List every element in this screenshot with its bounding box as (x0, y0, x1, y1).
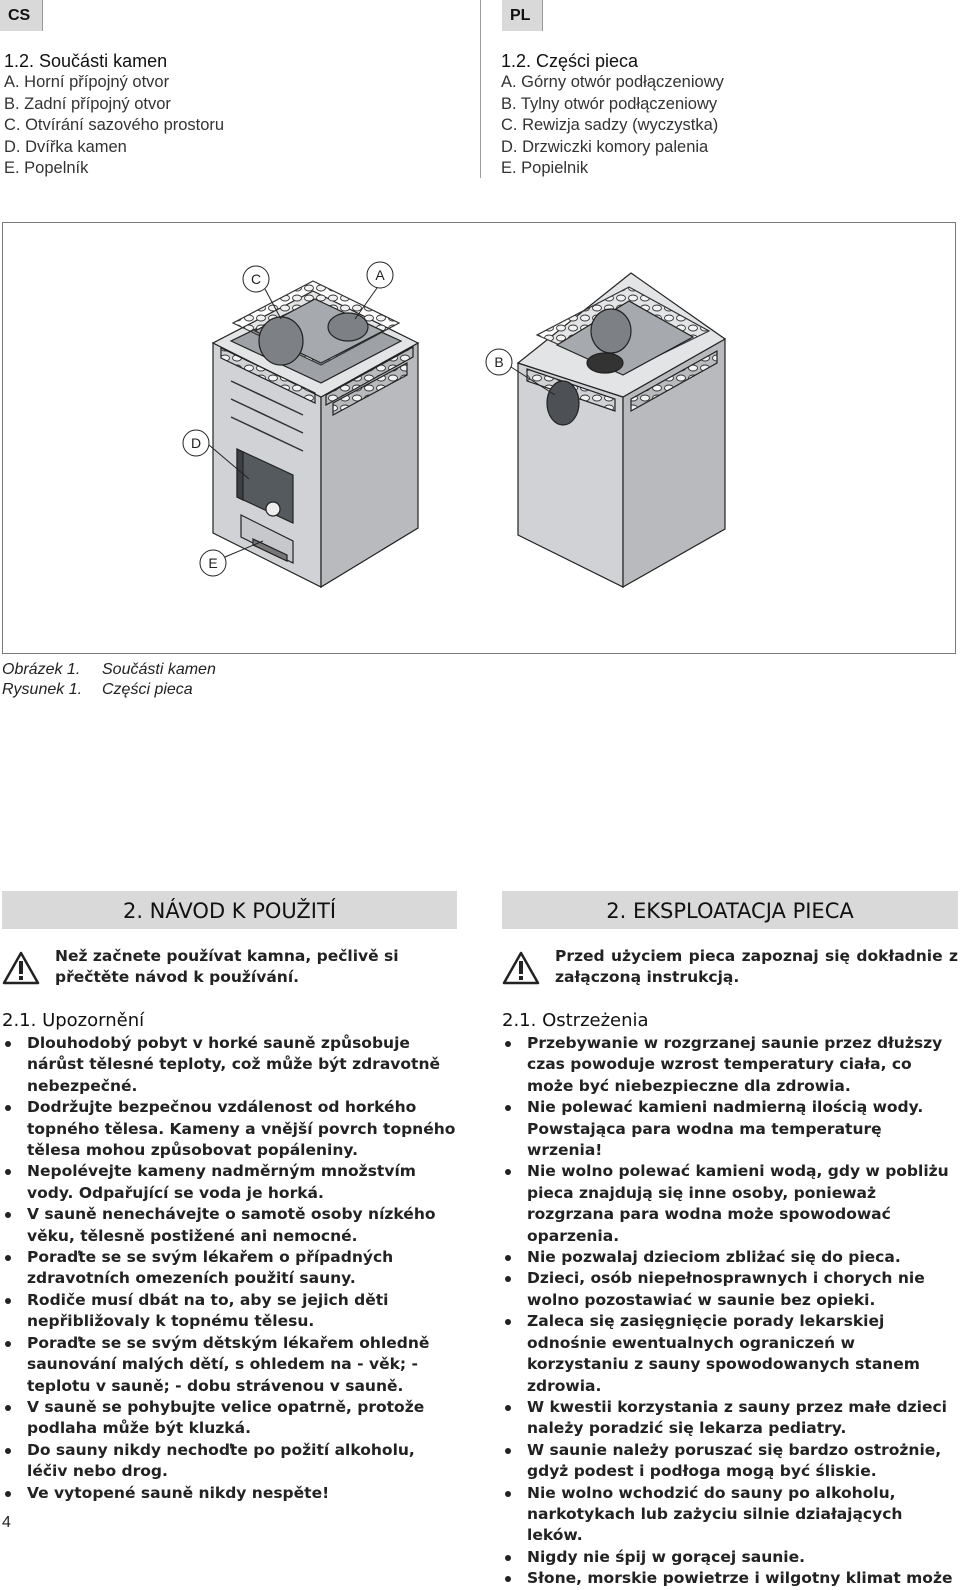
caption-text: Części pieca (102, 681, 193, 698)
parts-title-pl: 1.2. Części pieca (501, 51, 639, 71)
list-item: C. Otvírání sazového prostoru (4, 116, 225, 134)
list-item: D. Drzwiczki komory palenia (501, 137, 709, 156)
label-b-text: B (494, 354, 504, 370)
list-item: Ve vytopené sauně nikdy nespěte! (2, 1483, 460, 1504)
warning-icon (502, 951, 540, 985)
caption-text: Součásti kamen (102, 661, 216, 678)
list-item: Nigdy nie śpij w gorącej saunie. (502, 1547, 958, 1568)
page-number: 4 (2, 1514, 11, 1531)
list-item: B. Tylny otwór podłączeniowy (501, 94, 718, 113)
divider (42, 0, 43, 31)
figure-caption-pl (2, 680, 193, 699)
list-item: E. Popielnik (501, 159, 589, 177)
figure-caption-cs (2, 660, 216, 679)
subheading-pl: 2.1. Ostrzeżenia (502, 1010, 649, 1031)
list-item: W kwestii korzystania z sauny przez małe dzieci należy poradzić się lekarza pediatry. (502, 1397, 958, 1440)
list-item: D. Dvířka kamen (4, 137, 127, 156)
warning-text-cs: Než začnete používat kamna, pečlivě si přečtěte návod k používání. (55, 947, 399, 986)
label-a-text: A (375, 267, 385, 283)
parts-list-cs (4, 50, 224, 180)
list-item: Dzieci, osób niepełnosprawnych i chorych nie wolno pozostawiać w saunie bez opieki. (502, 1268, 958, 1311)
warning-text-pl: Przed użyciem pieca zapoznaj się dokładnie z załączoną instrukcją. (555, 947, 958, 986)
list-item: C. Rewizja sadzy (wyczystka) (501, 116, 719, 134)
list-item: Nie pozwalaj dzieciom zbliżać się do pieca. (502, 1247, 958, 1268)
list-item: Nepolévejte kameny nadměrným množstvím vody. Odpařující se voda je horká. (2, 1161, 460, 1204)
label-e-text: E (208, 555, 218, 571)
list-item: B. Zadní přípojný otvor (4, 94, 171, 113)
caption-number: Obrázek 1. (2, 661, 81, 678)
divider (542, 0, 543, 31)
safety-list-cs (2, 1033, 460, 1504)
list-item: Poraďte se se svým lékařem o případných zdravotních omezeních použití sauny. (2, 1247, 460, 1290)
list-item: Poraďte se se svým dětským lékařem ohledně saunování malých dětí, s ohledem na - věk; - teplotu v sauně; - dobu strávenou v sauně. (2, 1333, 460, 1397)
list-item: Nie polewać kamieni nadmierną ilością wody. Powstająca para wodna ma temperaturę wrzenia! (502, 1097, 958, 1161)
list-item: A. Horní přípojný otvor (4, 73, 170, 91)
list-item: Nie wolno polewać kamieni wodą, gdy w pobliżu pieca znajdują się inne osoby, ponieważ rozgrzana para wodna może spowodować oparzenia. (502, 1161, 958, 1247)
stove-front-view (213, 281, 418, 587)
caption-number: Rysunek 1. (2, 681, 83, 698)
stove-figure (2, 222, 956, 654)
parts-list-pl (501, 50, 724, 180)
language-tag-cs: CS (0, 0, 42, 31)
list-item: V sauně se pohybujte velice opatrně, protože podlaha může být kluzká. (2, 1397, 460, 1440)
list-item: V sauně nenechávejte o samotě osoby nízkého věku, tělesně postižené ani nemocné. (2, 1204, 460, 1247)
label-d-text: D (190, 435, 202, 451)
section-heading-cs: 2. NÁVOD K POUŽITÍ (2, 891, 457, 929)
language-tag-pl: PL (502, 0, 542, 31)
list-item: Do sauny nikdy nechoďte po požití alkoholu, léčiv nebo drog. (2, 1440, 460, 1483)
label-c-text: C (250, 271, 262, 287)
safety-list-pl (502, 1033, 958, 1590)
subheading-cs: 2.1. Upozornění (2, 1010, 145, 1031)
list-item: Nie wolno wchodzić do sauny po alkoholu, narkotykach lub zażyciu silnie działających leków. (502, 1483, 958, 1547)
section-heading-pl: 2. EKSPLOATACJA PIECA (502, 891, 958, 929)
parts-title-cs: 1.2. Součásti kamen (4, 51, 168, 71)
stove-back-view (518, 273, 725, 587)
stove-illustration (3, 223, 957, 655)
list-item: Przebywanie w rozgrzanej saunie przez dłuższy czas powoduje wzrost temperatury ciała, co może być niebezpieczne dla zdrowia. (502, 1033, 958, 1097)
list-item: E. Popelník (4, 159, 89, 177)
warning-icon (2, 951, 40, 985)
list-item: W saunie należy poruszać się bardzo ostrożnie, gdyż podest i podłoga mogą być śliskie. (502, 1440, 958, 1483)
column-divider (480, 0, 481, 178)
list-item: Słone, morskie powietrze i wilgotny klimat może (502, 1568, 958, 1589)
list-item: Zaleca się zasięgnięcie porady lekarskiej odnośnie ewentualnych ograniczeń w korzystaniu z sauny spowodowanych stanem zdrowia. (502, 1311, 958, 1397)
list-item: Dlouhodobý pobyt v horké sauně způsobuje nárůst tělesné teploty, což může být zdravotně nebezpečné. (2, 1033, 460, 1097)
list-item: Dodržujte bezpečnou vzdálenost od horkého topného tělesa. Kameny a vnější povrch topného tělesa mohou způsobovat popáleniny. (2, 1097, 460, 1161)
list-item: A. Górny otwór podłączeniowy (501, 73, 724, 91)
list-item: Rodiče musí dbát na to, aby se jejich děti nepřibližovaly k topnému tělesu. (2, 1290, 460, 1333)
